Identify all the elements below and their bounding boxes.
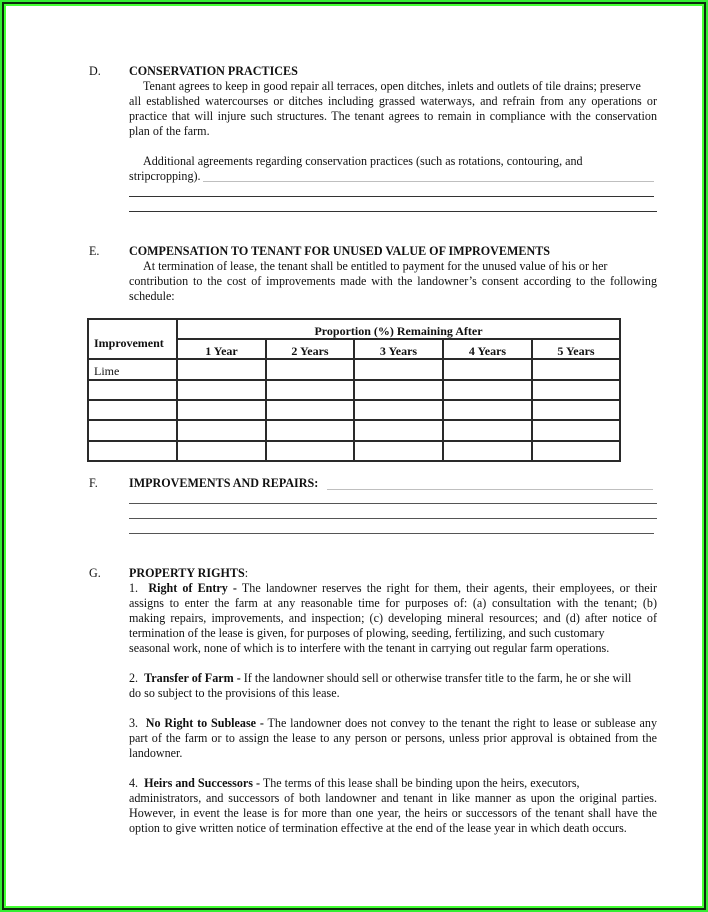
table-cell[interactable] [532, 359, 620, 380]
table-row [88, 359, 620, 380]
table-cell[interactable] [532, 380, 620, 400]
item-title: Heirs and Successors - [144, 776, 261, 790]
body-line: do so subject to the provisions of this lease. [129, 686, 340, 700]
section-letter: F. [89, 476, 98, 490]
section-body [129, 79, 657, 139]
table-cell[interactable] [177, 359, 266, 380]
column-header: 5 Years [532, 339, 620, 359]
body-line: schedule: [129, 289, 175, 303]
property-right-item [129, 581, 657, 656]
column-header: 4 Years [443, 339, 532, 359]
table-cell[interactable] [266, 400, 354, 420]
column-header: 1 Year [177, 339, 266, 359]
item-number: 3. [129, 716, 139, 730]
table-cell[interactable] [88, 380, 177, 400]
item-number: 1. [129, 581, 139, 595]
table-row [88, 420, 620, 441]
fill-in-line[interactable] [129, 196, 654, 197]
item-number: 2. [129, 671, 139, 685]
item-title: No Right to Sublease - [145, 716, 264, 730]
table-cell[interactable] [177, 400, 266, 420]
body-line: Tenant agrees to keep in good repair all terraces, open ditches, inlets and outlets of tile drains; preserve [143, 79, 641, 93]
fill-in-line[interactable] [129, 211, 657, 212]
body-line: Additional agreements regarding conservation practices (such as rotations, contouring, and [143, 154, 583, 168]
table-row [88, 400, 620, 420]
body-line: plan of the farm. [129, 124, 210, 138]
body-line: all established watercourses or ditches including grassed waterways, and refrain from any operations or [129, 94, 657, 108]
improvements-schedule-table [87, 318, 621, 462]
section-heading: CONSERVATION PRACTICES [129, 64, 298, 78]
fill-in-line[interactable] [203, 181, 654, 182]
item-title: Transfer of Farm - [144, 671, 241, 685]
column-header: 3 Years [354, 339, 443, 359]
table-cell[interactable] [354, 441, 443, 461]
table-cell[interactable] [443, 420, 532, 441]
body-line: At termination of lease, the tenant shall be entitled to payment for the unused value of his or her [143, 259, 608, 273]
body-line: landowner. [129, 746, 183, 760]
table-cell[interactable]: Lime [88, 359, 177, 380]
body-line: assigns to enter the farm at any reasonable time for purposes of: (a) consultation with the tenant; (b) [129, 596, 657, 610]
body-line: part of the farm or to assign the lease to any person or persons, unless prior approval is obtained from the [129, 731, 657, 745]
table-cell[interactable] [177, 441, 266, 461]
table-cell[interactable] [532, 420, 620, 441]
item-number: 4. [129, 776, 139, 790]
body-line: stripcropping). [129, 169, 201, 183]
table-cell[interactable] [88, 400, 177, 420]
table-cell[interactable] [532, 441, 620, 461]
table-cell[interactable] [443, 380, 532, 400]
section-body [129, 259, 657, 304]
table-cell[interactable] [443, 441, 532, 461]
body-line: option to give written notice of termination effective at the end of the lease year in which death occurs. [129, 821, 627, 835]
table-cell[interactable] [266, 359, 354, 380]
property-right-item [129, 776, 657, 836]
body-line: If the landowner should sell or otherwise transfer title to the farm, he or she will [243, 671, 632, 685]
table-cell[interactable] [88, 441, 177, 461]
body-line: The landowner does not convey to the tenant the right to lease or sublease any [267, 716, 657, 730]
table-cell[interactable] [443, 359, 532, 380]
fill-in-line[interactable] [327, 489, 653, 490]
section-heading-text: PROPERTY RIGHTS [129, 566, 245, 580]
table-cell[interactable] [354, 380, 443, 400]
property-right-item [129, 716, 657, 761]
column-header-improvement: Improvement [88, 319, 177, 359]
section-heading: COMPENSATION TO TENANT FOR UNUSED VALUE OF IMPROVEMENTS [129, 244, 550, 258]
body-line: contribution to the cost of improvements made with the landowner’s consent according to the following [129, 274, 657, 288]
table-cell[interactable] [532, 400, 620, 420]
fill-in-line[interactable] [129, 518, 657, 519]
section-letter: D. [89, 64, 101, 78]
table-cell[interactable] [354, 400, 443, 420]
body-line: termination of the lease is given, for purposes of plowing, seeding, fertilizing, and such customary [129, 626, 605, 640]
section-heading [129, 566, 248, 581]
table-cell[interactable] [266, 441, 354, 461]
body-line: practice that will injure such structures. The tenant agrees to remain in compliance with the conservation [129, 109, 657, 123]
table-cell[interactable] [354, 420, 443, 441]
additional-agreements [129, 154, 657, 184]
section-heading-suffix: : [244, 566, 249, 580]
section-heading: IMPROVEMENTS AND REPAIRS: [129, 476, 319, 490]
body-line: making repairs, improvements, and inspection; (c) developing mineral resources; and (d) after notice of [129, 611, 657, 625]
column-header: 2 Years [266, 339, 354, 359]
table-cell[interactable] [177, 420, 266, 441]
table-row [88, 441, 620, 461]
body-line: However, in event the lease is for more than one year, the heirs or successors of the tenant shall have the [129, 806, 657, 820]
body-line: The terms of this lease shall be binding upon the heirs, executors, [262, 776, 580, 790]
table-cell[interactable] [266, 420, 354, 441]
table-cell[interactable] [354, 359, 443, 380]
table-cell[interactable] [443, 400, 532, 420]
item-title: Right of Entry - [148, 581, 237, 595]
fill-in-line[interactable] [129, 533, 654, 534]
body-line: seasonal work, none of which is to interfere with the tenant in carrying out regular farm operations. [129, 641, 610, 655]
fill-in-line[interactable] [129, 503, 657, 504]
group-header: Proportion (%) Remaining After [177, 319, 620, 339]
section-letter: E. [89, 244, 100, 258]
body-line: The landowner reserves the right for them, their agents, their employees, or their [241, 581, 658, 595]
table-row [88, 380, 620, 400]
table-cell[interactable] [88, 420, 177, 441]
property-right-item [129, 671, 657, 701]
section-letter: G. [89, 566, 101, 580]
body-line: administrators, and successors of both landowner and tenant in like manner as upon the original parties. [129, 791, 657, 805]
table-cell[interactable] [177, 380, 266, 400]
table-cell[interactable] [266, 380, 354, 400]
